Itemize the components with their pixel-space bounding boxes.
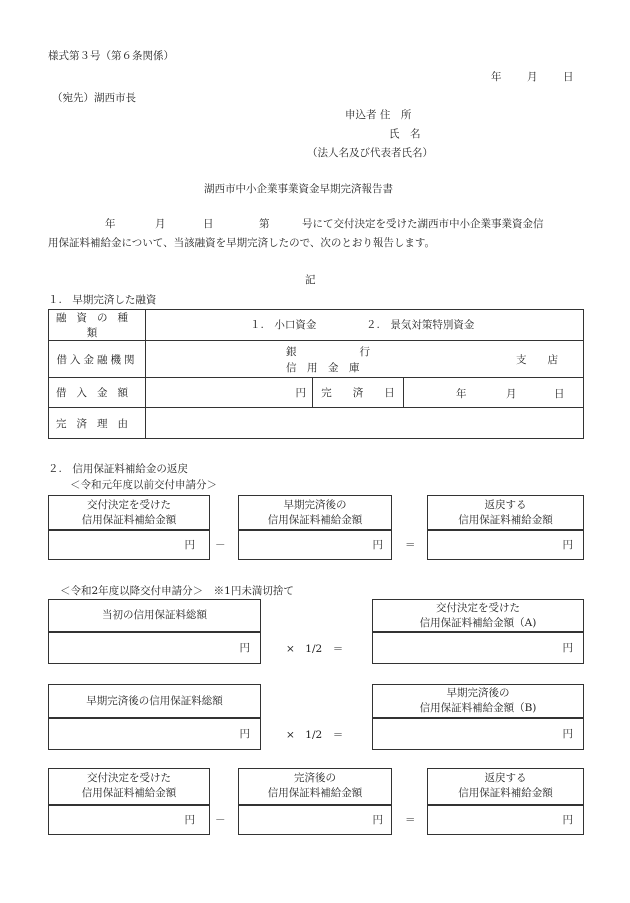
repaid-year: 年 [456, 388, 467, 400]
paid-amount-header: 完済後の 信用保証料補給金額 [238, 768, 392, 805]
return-amount-field[interactable]: 円 [427, 530, 584, 560]
loan-type-cell[interactable] [146, 310, 584, 341]
date-month: 月 [527, 71, 538, 83]
page-title: 湖西市中小企業事業資金早期完済報告書 [204, 183, 393, 195]
intro-month: 月 [155, 218, 166, 230]
minus-sign-2: － [215, 814, 226, 826]
after-b-field[interactable]: 円 [372, 718, 584, 750]
granted-amount-field[interactable]: 円 [48, 530, 210, 560]
applicant-address-label: 申込者 住 所 [345, 109, 412, 121]
branch-label: 支 店 [516, 354, 558, 366]
after-total-header: 早期完済後の信用保証料総額 [48, 684, 261, 718]
repaid-date-cell[interactable] [404, 378, 584, 408]
repaid-day: 日 [554, 388, 565, 400]
granted-amount-field-2[interactable]: 円 [48, 805, 210, 835]
applicant-corp-label: （法人名及び代表者氏名） [307, 147, 433, 159]
granted-a-field[interactable]: 円 [372, 632, 584, 664]
granted-amount-header-2: 交付決定を受けた 信用保証料補給金額 [48, 768, 210, 805]
form-number: 様式第３号（第６条関係） [48, 50, 174, 62]
equals-sign-1: ＝ [405, 539, 416, 551]
times-half-1: × 1/2 ＝ [286, 643, 344, 655]
return-amount-header-2: 返戻する 信用保証料補給金額 [427, 768, 584, 805]
bank-label: 借入金融機関 [49, 341, 146, 378]
loan-table [48, 309, 584, 439]
loan-type-option-1[interactable]: １. 小口資金 [250, 319, 317, 331]
after-amount-field[interactable]: 円 [238, 530, 392, 560]
paid-amount-field[interactable]: 円 [238, 805, 392, 835]
times-half-2: × 1/2 ＝ [286, 729, 344, 741]
granted-a-header: 交付決定を受けた 信用保証料補給金額（A) [372, 599, 584, 632]
loan-type-label: 融資の種類 [49, 310, 146, 341]
bank-line: 銀 行 [286, 346, 370, 358]
ki-marker: 記 [305, 274, 316, 286]
reason-cell[interactable] [146, 408, 584, 439]
repaid-month: 月 [506, 388, 517, 400]
return-amount-field-2[interactable]: 円 [427, 805, 584, 835]
granted-amount-header: 交付決定を受けた 信用保証料補給金額 [48, 495, 210, 530]
after-b-header: 早期完済後の 信用保証料補給金額（B) [372, 684, 584, 718]
equals-sign-2: ＝ [405, 814, 416, 826]
intro-line1: 号にて交付決定を受けた湖西市中小企業事業資金信 [302, 218, 544, 230]
return-amount-header: 返戻する 信用保証料補給金額 [427, 495, 584, 530]
date-year: 年 [491, 71, 502, 83]
section1-heading: １. 早期完済した融資 [48, 294, 157, 306]
minus-sign-1: － [215, 539, 226, 551]
intro-day: 日 [203, 218, 214, 230]
repaid-date-label: 完 済 日 [313, 378, 404, 408]
section2-sub2: ＜令和2年度以降交付申請分＞ ※1円未満切捨て [60, 585, 294, 597]
loan-type-option-2[interactable]: ２. 景気対策特別資金 [366, 319, 475, 331]
intro-no: 第 [259, 218, 270, 230]
reason-label: 完済理由 [49, 408, 146, 439]
credit-union-line: 信 用 金 庫 [286, 362, 360, 374]
section2-heading: ２. 信用保証料補給金の返戻 [48, 463, 188, 475]
after-amount-header: 早期完済後の 信用保証料補給金額 [238, 495, 392, 530]
intro-line2: 用保証料補給金について、当該融資を早期完済したので、次のとおり報告します。 [48, 237, 436, 249]
amount-cell[interactable]: 円 [146, 378, 313, 408]
initial-total-field[interactable]: 円 [48, 632, 261, 664]
after-total-field[interactable]: 円 [48, 718, 261, 750]
date-day: 日 [563, 71, 574, 83]
initial-total-header: 当初の信用保証料総額 [48, 599, 261, 632]
amount-label: 借入金額 [49, 378, 146, 408]
applicant-name-label: 氏 名 [389, 128, 421, 140]
intro-year: 年 [105, 218, 116, 230]
bank-cell[interactable] [146, 341, 584, 378]
section2-sub1: ＜令和元年度以前交付申請分＞ [70, 479, 217, 491]
addressee: （宛先）湖西市長 [52, 92, 136, 104]
